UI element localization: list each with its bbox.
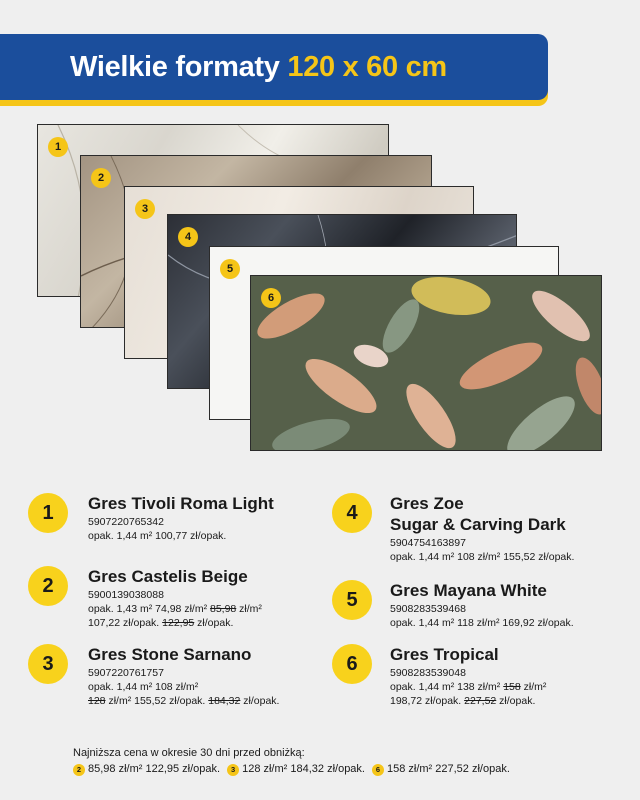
old-price: 158	[503, 681, 521, 693]
product-name: Gres Stone Sarnano	[88, 645, 252, 664]
product-price: opak. 1,44 m² 108 zł/m² 155,52 zł/opak.	[390, 551, 575, 563]
old-price: 122,95	[162, 617, 195, 629]
product-name: Gres Castelis Beige	[88, 567, 248, 586]
tile-number-2: 2	[91, 168, 111, 188]
product-price: opak. 1,44 m² 118 zł/m² 169,92 zł/opak.	[390, 617, 574, 629]
product-ean: 5904754163897	[390, 537, 466, 549]
product-ean: 5908283539048	[390, 667, 466, 679]
lowest-price-list	[73, 762, 514, 777]
product-ean: 5907220761757	[88, 667, 164, 679]
tile-number-4: 4	[178, 227, 198, 247]
product-ean: 5908283539468	[390, 603, 466, 615]
product-price-pack: 107,22 zł/opak. 122,95 zł/opak.	[88, 617, 234, 629]
lowest-price-title: Najniższa cena w okresie 30 dni przed obniżką:	[73, 747, 305, 759]
product-number-badge: 1	[28, 493, 68, 533]
lowest-price-entry: 85,98 zł/m² 122,95 zł/opak.	[88, 763, 221, 775]
old-price: 128	[88, 695, 106, 707]
title-white-part: Wielkie formaty	[70, 50, 280, 83]
product-name: Gres Mayana White	[390, 581, 547, 600]
product-price-pack: 128 zł/m² 155,52 zł/opak. 184,32 zł/opak.	[88, 695, 280, 707]
product-number-badge: 3	[28, 644, 68, 684]
product-name-line1: Gres Zoe	[390, 494, 464, 513]
lowest-price-badge: 6	[372, 764, 384, 776]
header-banner	[0, 34, 548, 100]
title-yellow-part: 120 x 60 cm	[287, 50, 447, 83]
lowest-price-entry: 158 zł/m² 227,52 zł/opak.	[386, 763, 510, 775]
tile-image-6	[250, 275, 602, 451]
tile-number-5: 5	[220, 259, 240, 279]
old-price: 85,98	[209, 603, 237, 615]
page-title	[70, 51, 447, 84]
product-price: opak. 1,44 m² 108 zł/m²	[88, 681, 199, 693]
product-number-badge: 5	[332, 580, 372, 620]
product-number-badge: 4	[332, 493, 372, 533]
tile-number-1: 1	[48, 137, 68, 157]
lowest-price-badge: 3	[227, 764, 239, 776]
product-number-badge: 2	[28, 566, 68, 606]
product-ean: 5907220765342	[88, 516, 164, 528]
tile-number-6: 6	[261, 288, 281, 308]
lowest-price-note	[73, 746, 514, 777]
lowest-price-entry: 128 zł/m² 184,32 zł/opak.	[242, 763, 365, 775]
old-price: 184,32	[208, 695, 241, 707]
product-ean: 5900139038088	[88, 589, 164, 601]
tile-number-3: 3	[135, 199, 155, 219]
old-price: 227,52	[464, 695, 497, 707]
product-name: Gres Tropical	[390, 645, 499, 664]
product-price: opak. 1,44 m² 138 zł/m² 158 zł/m²	[390, 681, 547, 693]
product-name: Gres Tivoli Roma Light	[88, 494, 274, 513]
product-price: opak. 1,43 m² 74,98 zł/m² 85,98 zł/m²	[88, 603, 262, 615]
product-price: opak. 1,44 m² 100,77 zł/opak.	[88, 530, 227, 542]
lowest-price-badge: 2	[73, 764, 85, 776]
product-name-line2: Sugar & Carving Dark	[390, 515, 566, 534]
product-price-pack: 198,72 zł/opak. 227,52 zł/opak.	[390, 695, 536, 707]
product-number-badge: 6	[332, 644, 372, 684]
